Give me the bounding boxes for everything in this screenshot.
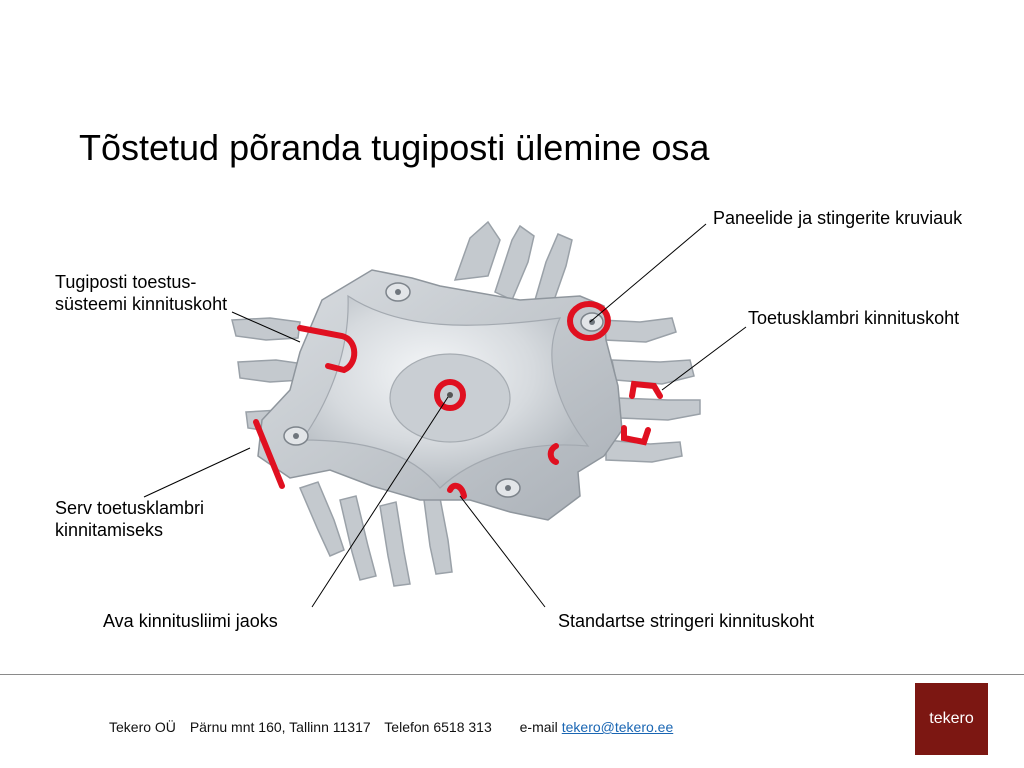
label-stringer-mount: Standartse stringeri kinnituskoht	[558, 611, 815, 631]
label-glue-hole: Ava kinnitusliimi jaoks	[103, 611, 278, 631]
footer-email-label: e-mail	[519, 719, 558, 735]
clamp-mount-marker-upper	[632, 384, 660, 396]
clamp-mount-marker-lower	[624, 428, 648, 442]
label-edge-line2: kinnitamiseks	[55, 520, 164, 540]
footer-email-link[interactable]: tekero@tekero.ee	[561, 719, 674, 735]
logo-text: tekero	[929, 710, 974, 727]
label-support-system-line1: Tugiposti toestus-	[55, 272, 197, 292]
slide-title: Tõstetud põranda tugiposti ülemine osa	[79, 127, 710, 168]
label-screw-hole: Paneelide ja stingerite kruviauk	[713, 208, 963, 228]
label-support-system	[55, 271, 227, 315]
footer-company: Tekero OÜ	[109, 719, 176, 735]
footer-address: Pärnu mnt 160, Tallinn 11317	[189, 719, 371, 735]
label-support-system-line2: süsteemi kinnituskoht	[55, 294, 228, 314]
label-clamp-mount: Toetusklambri kinnituskoht	[748, 308, 960, 328]
footer-phone: Telefon 6518 313	[384, 719, 492, 735]
footer-divider	[0, 674, 1024, 675]
label-edge-line1: Serv toetusklambri	[55, 498, 205, 518]
tekero-logo	[915, 683, 988, 755]
label-edge	[55, 497, 204, 541]
footer-contact	[109, 718, 673, 736]
